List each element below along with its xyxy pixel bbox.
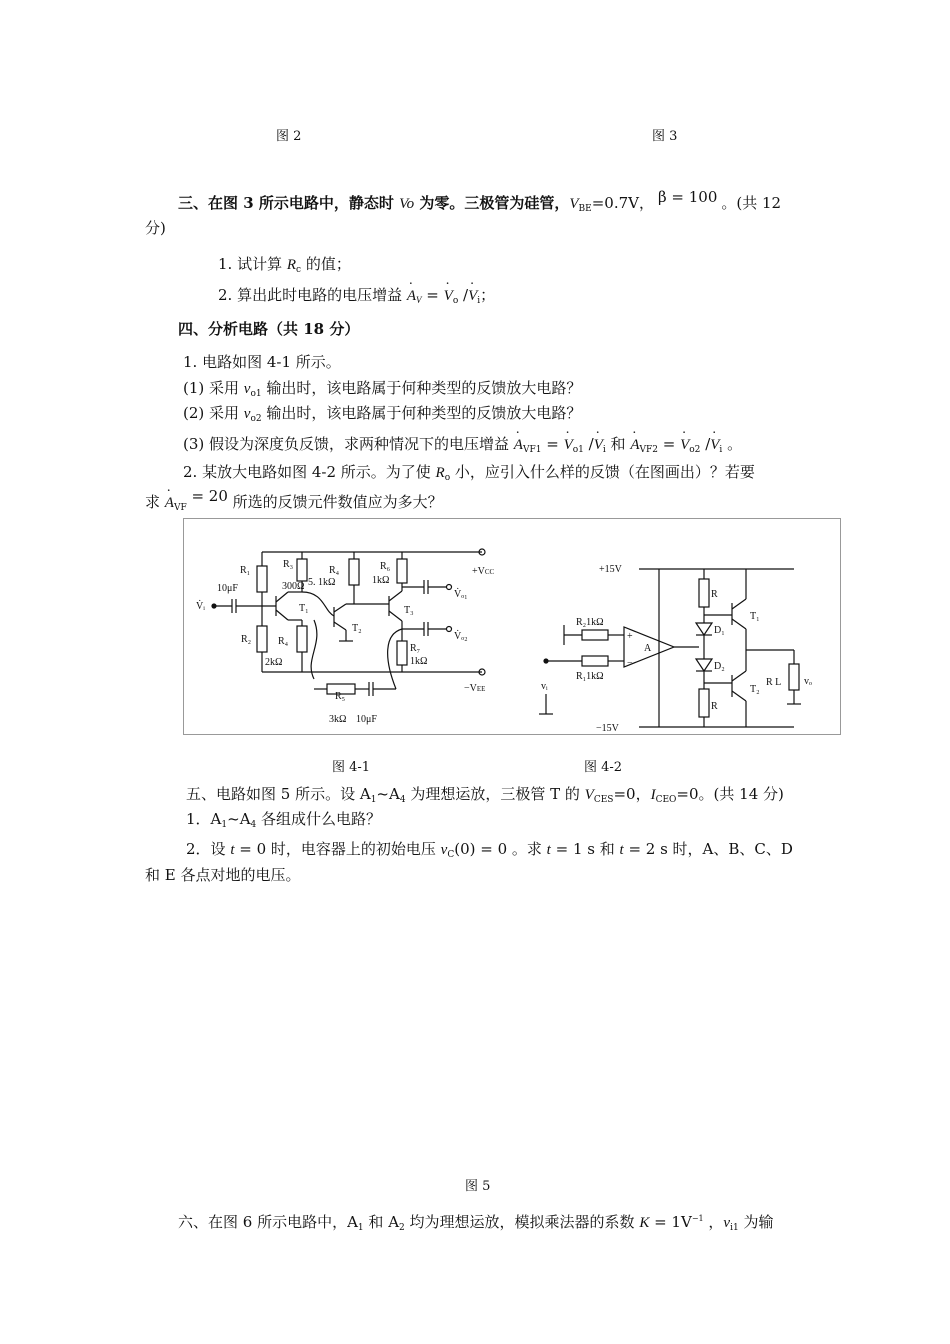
q4-vo2-sub: o2 <box>689 445 701 455</box>
fig42-p15: +15V <box>599 564 622 575</box>
q3-text-c: 。(共 12 <box>721 194 782 212</box>
fig41-vcc <box>472 566 495 577</box>
q5-sub4: 4 <box>399 795 406 805</box>
figure-4-2-circuit <box>539 569 801 727</box>
fig41-r5: R₅ <box>335 691 346 702</box>
fig41-r3v: 300Ω <box>282 581 305 592</box>
q6-text-a: 六、在图 6 所示电路中，A <box>178 1213 358 1231</box>
fig41-r6v: 1kΩ <box>372 575 390 586</box>
fig42-a: A <box>644 643 652 654</box>
fig41-r2: R₂ <box>241 634 252 645</box>
figure-4-svg <box>184 519 840 734</box>
q4-vo1: · V <box>564 435 573 455</box>
q4-slash1: / <box>583 435 594 453</box>
fig41-c2: 10μF <box>356 714 377 725</box>
q5-item2-a: 2．设 <box>186 840 231 858</box>
fig41-vcc-sym: +V <box>472 566 485 577</box>
q3-item1-text: 1. 试计算 <box>218 255 287 273</box>
q5-text-b: ~A <box>376 785 400 803</box>
fig42-r1: R₁1kΩ <box>576 671 604 682</box>
figure-4-1-caption: 图 4-1 <box>332 760 371 775</box>
figure-4-1-circuit <box>212 549 485 696</box>
fig41-t2: T₂ <box>352 623 362 634</box>
q3-line1 <box>178 188 782 219</box>
q5-iceo-sub: CEO <box>655 795 677 805</box>
q4-vi2-sub: i <box>719 445 723 455</box>
q5-item2-v: v <box>440 842 448 858</box>
q4-avf1-sub: VF1 <box>522 445 542 455</box>
figure-4-box <box>183 518 841 735</box>
fig42-t1: T₁ <box>750 611 760 622</box>
fig42-r-bottom: R <box>711 701 718 712</box>
q4-p1-2-v: v <box>243 406 251 422</box>
fig41-r5v: 3kΩ <box>329 714 347 725</box>
q4-end: 。 <box>722 435 743 453</box>
q5-sub1: 1 <box>370 795 377 805</box>
q5-item2-e: = 2 s 时，A、B、C、D <box>623 840 793 858</box>
fig41-r1: R₁ <box>240 565 251 576</box>
fig41-r4b: R₄ <box>278 636 289 647</box>
q5-item1-b: ~A <box>227 810 251 828</box>
q5-item1 <box>186 809 381 835</box>
q5-item1-a: 1．A <box>186 810 222 828</box>
q4-p2-a: 2. 某放大电路如图 4-2 所示。为了使 <box>183 463 436 481</box>
q3-beta: β = 100 <box>657 188 718 206</box>
q3-av: · A <box>407 286 416 306</box>
q4-slash2: / <box>700 435 711 453</box>
fig41-vo2: V̇ₒ₂ <box>454 631 468 642</box>
q3-eq: = <box>421 286 444 304</box>
fig41-vo1: V̇ₒ₁ <box>454 589 468 600</box>
fig41-r4bv: 2kΩ <box>265 657 283 668</box>
q4-p1-1-a: (1) 采用 <box>183 379 244 397</box>
q3-vo-sub: o <box>452 296 459 306</box>
q3-vi-sub: i <box>477 296 481 306</box>
q6-text-f: 为输 <box>738 1213 774 1231</box>
fig42-plus: + <box>627 631 633 642</box>
q6-k: K <box>639 1215 650 1231</box>
q5-item2-d: = 1 s 和 <box>550 840 620 858</box>
q4-p1-1-sub: o1 <box>250 389 262 399</box>
q4-p2-b: 小，应引入什么样的反馈（在图画出）？若要 <box>450 463 755 481</box>
q3-item1-sub: c <box>296 265 302 275</box>
q4-p2-r: R <box>435 465 445 481</box>
q4-p1-2-a: (2) 采用 <box>183 404 244 422</box>
q6-sup: −1 <box>691 1214 704 1223</box>
fig41-vee-sub: EE <box>476 685 486 693</box>
q5-item2-t2: t <box>619 842 624 858</box>
q6-text-c: 均为理想运放，模拟乘法器的系数 <box>404 1213 640 1231</box>
fig42-d2: D₂ <box>714 661 725 672</box>
q6-text-b: 和 A <box>363 1213 400 1231</box>
q6-text-e: ， <box>703 1213 724 1231</box>
fig42-t2: T₂ <box>750 684 760 695</box>
q3-vbe-sub: BE <box>578 204 592 214</box>
q4-p1-2-b: 输出时，该电路属于何种类型的反馈放大电路？ <box>261 404 582 422</box>
q5-item2-line2: 和 E 各点对地的电压。 <box>145 866 301 884</box>
figure-4-2-caption: 图 4-2 <box>584 760 623 775</box>
figure-3-caption: 图 3 <box>652 129 678 144</box>
q5-text-c: 为理想运放，三极管 T 的 <box>405 785 585 803</box>
q3-vo: Vo <box>399 196 415 212</box>
q5-text-d: =0， <box>613 785 651 803</box>
fig41-t1: T₁ <box>299 603 309 614</box>
fig41-vee-sym: −V <box>464 683 477 694</box>
q4-vi2: · V <box>710 435 719 455</box>
fig41-vee <box>464 683 485 694</box>
q5-vces: V <box>584 787 594 803</box>
q5-text-e: =0。(共 14 分) <box>676 785 784 803</box>
fig42-m15: −15V <box>596 723 619 734</box>
q5-item2-vsub: C <box>447 850 455 860</box>
q3-vo-formula: · V <box>444 286 453 306</box>
q6-sub1: 1 <box>357 1223 364 1233</box>
q4-p1-1-b: 输出时，该电路属于何种类型的反馈放大电路？ <box>261 379 582 397</box>
q6-sub2: 2 <box>399 1223 405 1233</box>
q4-eq2: = <box>657 435 681 453</box>
q4-p1-2-sub: o2 <box>250 414 262 424</box>
fig42-d1: D₁ <box>714 625 725 636</box>
q4-p3-b: 所选的反馈元件数值应为多大？ <box>227 493 443 511</box>
q6-vsub: i1 <box>730 1223 739 1233</box>
q3-slash: / <box>458 286 469 304</box>
fig42-vo: vₒ <box>804 676 812 687</box>
fig41-r6: R₆ <box>380 561 391 572</box>
q4-p3-a: 求 <box>145 493 165 511</box>
fig41-c1: 10μF <box>217 583 238 594</box>
q5-line1 <box>186 784 784 810</box>
q4-p1-3 <box>183 434 742 460</box>
q4-vo1-sub: o1 <box>572 445 584 455</box>
q4-avf2: · A <box>630 435 639 455</box>
q3-vbe: V <box>569 196 579 212</box>
q4-p2-rsub: o <box>444 473 451 483</box>
q3-av-sub: V <box>416 295 422 305</box>
q3-vi: · V <box>468 286 477 306</box>
fig42-minus: − <box>627 658 633 669</box>
q3-vbe-val: =0.7V， <box>591 194 654 212</box>
q4-avf-sub: VF <box>173 503 187 513</box>
q3-item1 <box>218 254 351 280</box>
q3-text-a: 三、在图 3 所示电路中，静态时 <box>178 194 400 212</box>
q6-text-d: = 1V <box>649 1213 692 1231</box>
fig41-r7v: 1kΩ <box>410 656 428 667</box>
fig41-vi: V̇ᵢ <box>196 601 205 612</box>
q4-p1-2 <box>183 403 581 429</box>
figure-5-caption: 图 5 <box>465 1179 491 1194</box>
q5-item1-s1: 1 <box>221 820 228 830</box>
q6-line1 <box>178 1209 773 1238</box>
q5-text-a: 五、电路如图 5 所示。设 A <box>186 785 371 803</box>
q5-item1-c: 各组成什么电路？ <box>256 810 382 828</box>
q4-vi1: · V <box>594 435 603 455</box>
q5-item2-b: = 0 时，电容器上的初始电压 <box>234 840 441 858</box>
q4-p1-1-v: v <box>243 381 251 397</box>
fig42-vi: vᵢ <box>541 681 548 692</box>
fig41-r4v: 5. 1kΩ <box>308 577 336 588</box>
q4-avf: · A <box>165 493 174 513</box>
fig42-r-top: R <box>711 589 718 600</box>
q4-vi1-sub: i <box>602 445 606 455</box>
q3-line2: 分) <box>145 219 166 237</box>
q4-eq1: = <box>541 435 564 453</box>
q6-v: v <box>723 1215 731 1231</box>
q5-iceo: I <box>650 787 656 803</box>
q5-item2-t: t <box>230 842 235 858</box>
q4-p1-3-a: (3) 假设为深度负反馈，求两种情况下的电压增益 <box>183 435 514 453</box>
q4-eq20: = 20 <box>186 487 228 505</box>
q4-and: 和 <box>605 435 631 453</box>
q3-item2-text: 2. 算出此时电路的电压增益 <box>218 286 407 304</box>
q3-item2 <box>218 285 495 311</box>
figure-2-caption: 图 2 <box>276 129 302 144</box>
fig41-r7: R₇ <box>410 643 421 654</box>
q5-item1-s4: 4 <box>250 820 257 830</box>
q4-p1-1 <box>183 378 581 404</box>
fig42-rl: R L <box>766 677 782 688</box>
q5-vces-sub: CES <box>593 795 614 805</box>
q5-item2 <box>186 839 793 865</box>
q4-p1: 1. 电路如图 4-1 所示。 <box>183 353 341 371</box>
fig41-r4a: R₄ <box>329 565 340 576</box>
q3-text-b: 为零。三极管为硅管， <box>414 194 570 212</box>
fig41-r3: R₃ <box>283 559 294 570</box>
q4-p3 <box>145 487 443 518</box>
q4-p2 <box>183 462 755 488</box>
fig41-vcc-sub: CC <box>484 568 495 576</box>
q5-item2-t1: t <box>546 842 551 858</box>
fig41-t3: T₃ <box>404 605 414 616</box>
q3-item1-r: R <box>286 257 297 273</box>
q4-vo2: · V <box>680 435 689 455</box>
q3-item1-end: 的值； <box>301 255 351 273</box>
q4-avf2-sub: VF2 <box>639 445 658 455</box>
q5-item2-c: (0) = 0 。求 <box>454 840 547 858</box>
fig42-r2: R₂1kΩ <box>576 617 604 628</box>
q3-item2-end: ； <box>480 286 496 304</box>
q4-avf1: · A <box>514 435 523 455</box>
q4-title: 四、分析电路（共 18 分） <box>178 320 360 338</box>
